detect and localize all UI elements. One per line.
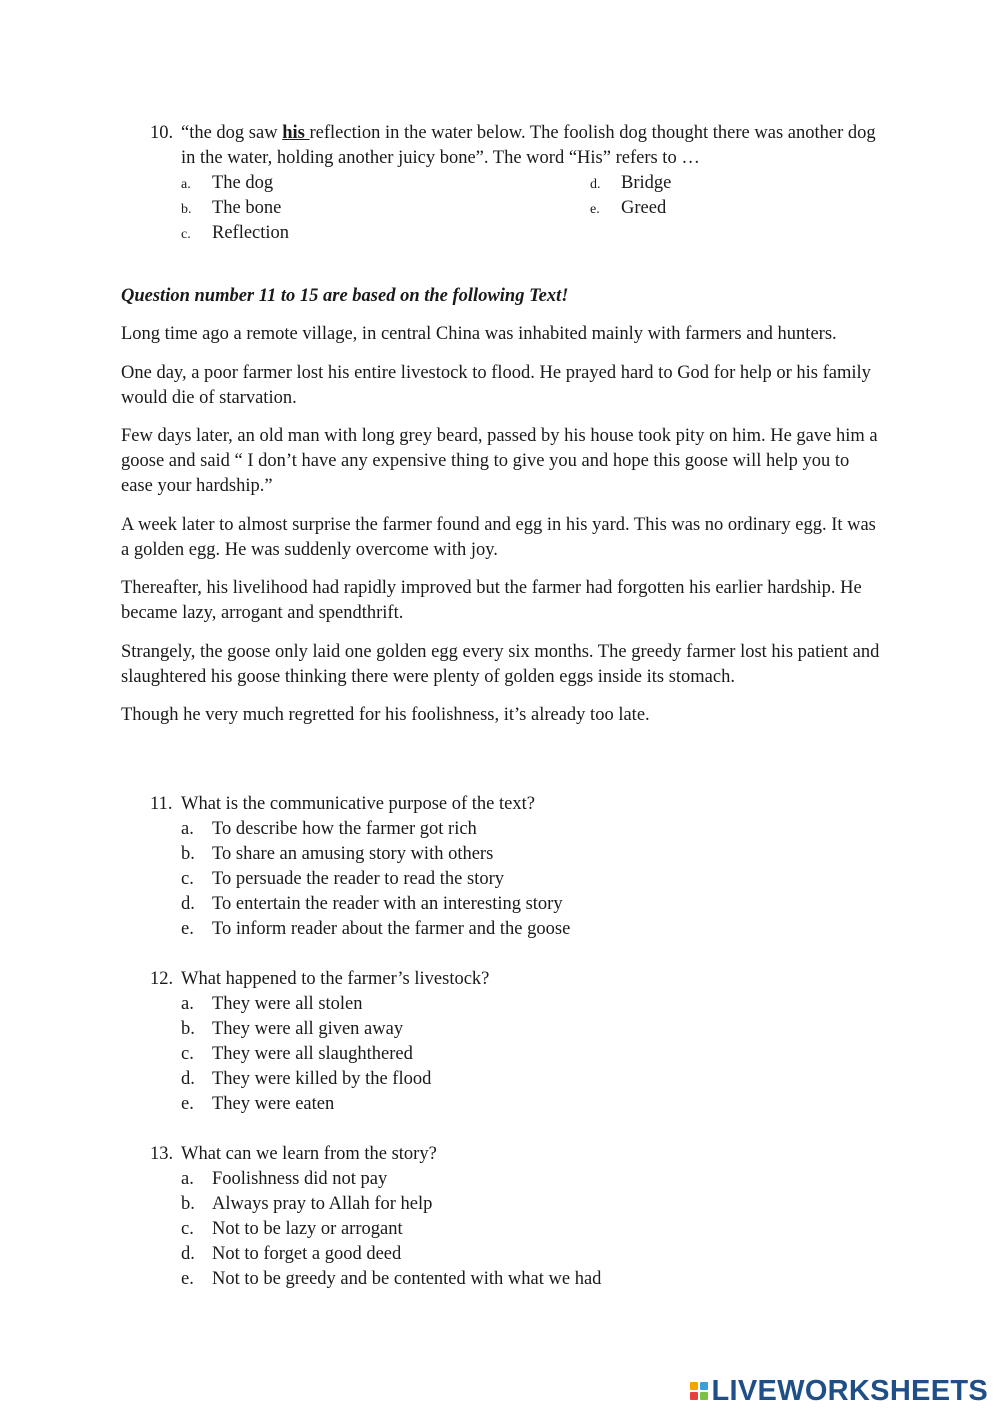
option-letter: c. bbox=[181, 1044, 194, 1064]
option-text: To describe how the farmer got rich bbox=[212, 819, 477, 839]
option-text: Reflection bbox=[212, 223, 290, 243]
option-a[interactable] bbox=[181, 817, 870, 842]
question-number: 11. bbox=[150, 794, 173, 814]
option-text: Not to be lazy or arrogant bbox=[212, 1219, 403, 1239]
option-text: They were all given away bbox=[212, 1019, 404, 1039]
option-letter: d. bbox=[590, 177, 601, 192]
option-a[interactable] bbox=[181, 1167, 870, 1192]
question-11 bbox=[150, 792, 870, 942]
option-a[interactable] bbox=[181, 992, 870, 1017]
answer-options bbox=[150, 1167, 870, 1292]
option-letter: b. bbox=[181, 202, 192, 217]
option-e[interactable] bbox=[590, 196, 666, 222]
reading-passage bbox=[121, 322, 881, 742]
logo-square-2 bbox=[700, 1382, 708, 1390]
question-list bbox=[150, 792, 870, 1317]
option-text: To persuade the reader to read the story bbox=[212, 869, 505, 889]
option-text: To entertain the reader with an interesting story bbox=[212, 894, 563, 914]
option-letter: c. bbox=[181, 869, 194, 889]
option-letter: a. bbox=[181, 177, 191, 192]
option-a[interactable] bbox=[181, 171, 273, 197]
passage-paragraph: Few days later, an old man with long grey beard, passed by his house took pity on him. He gave him a goose and said “ I don’t have any expensive thing to give you and hope this goose will help you to ease your hardship.” bbox=[121, 426, 878, 496]
logo-square-4 bbox=[700, 1392, 708, 1400]
option-letter: e. bbox=[590, 202, 600, 217]
option-text: The dog bbox=[212, 173, 274, 193]
stem-text-before: “the dog saw bbox=[181, 123, 283, 143]
passage-heading: Question number 11 to 15 are based on the following Text! bbox=[121, 286, 569, 306]
liveworksheets-logo[interactable] bbox=[690, 1376, 989, 1406]
answer-options bbox=[150, 992, 870, 1117]
options-grid bbox=[150, 171, 890, 246]
option-letter: b. bbox=[181, 1194, 195, 1214]
option-text: To share an amusing story with others bbox=[212, 844, 494, 864]
option-letter: a. bbox=[181, 1169, 194, 1189]
option-text: They were all slaughthered bbox=[212, 1044, 413, 1064]
logo-mark-icon bbox=[690, 1382, 708, 1400]
stem-text-after: reflection in the water below. The foolish dog thought there was another dog in the water, holding another juicy bone”. The word “His” refers to … bbox=[181, 123, 876, 168]
option-letter: b. bbox=[181, 844, 195, 864]
logo-square-1 bbox=[690, 1382, 698, 1390]
passage-paragraph: Strangely, the goose only laid one golden egg every six months. The greedy farmer lost his patient and slaughtered his goose thinking there were plenty of golden eggs inside its stomach. bbox=[121, 641, 880, 687]
option-c[interactable] bbox=[181, 867, 870, 892]
option-text: Bridge bbox=[621, 173, 672, 193]
option-text: Not to forget a good deed bbox=[212, 1244, 402, 1264]
passage-paragraph: A week later to almost surprise the farmer found and egg in his yard. This was no ordinary egg. It was a golden egg. He was suddenly overcome with joy. bbox=[121, 514, 876, 560]
option-text: To inform reader about the farmer and the goose bbox=[212, 919, 571, 939]
logo-square-3 bbox=[690, 1392, 698, 1400]
option-letter: e. bbox=[181, 919, 194, 939]
option-letter: d. bbox=[181, 894, 195, 914]
option-letter: e. bbox=[181, 1094, 194, 1114]
option-text: They were eaten bbox=[212, 1094, 335, 1114]
question-13 bbox=[150, 1142, 870, 1292]
stem-underlined-word: his bbox=[282, 123, 310, 143]
passage-paragraph: Thereafter, his livelihood had rapidly improved but the farmer had forgotten his earlier hardship. He became lazy, arrogant and spendthrift. bbox=[121, 578, 862, 623]
question-number: 13. bbox=[150, 1144, 174, 1164]
passage-paragraph: Long time ago a remote village, in central China was inhabited mainly with farmers and hunters. bbox=[121, 324, 837, 344]
option-text: Foolishness did not pay bbox=[212, 1169, 388, 1189]
option-letter: a. bbox=[181, 819, 194, 839]
option-text: The bone bbox=[212, 198, 282, 218]
question-12 bbox=[150, 967, 870, 1117]
option-text: They were all stolen bbox=[212, 994, 363, 1014]
option-c[interactable] bbox=[181, 1042, 870, 1067]
option-letter: c. bbox=[181, 227, 191, 242]
question-stem bbox=[181, 121, 890, 171]
option-d[interactable] bbox=[590, 171, 671, 197]
option-letter: d. bbox=[181, 1069, 195, 1089]
option-e[interactable] bbox=[181, 1092, 870, 1117]
option-letter: a. bbox=[181, 994, 194, 1014]
option-letter: e. bbox=[181, 1269, 194, 1289]
option-b[interactable] bbox=[181, 842, 870, 867]
question-text: What can we learn from the story? bbox=[181, 1144, 437, 1164]
option-c[interactable] bbox=[181, 1217, 870, 1242]
question-text: What happened to the farmer’s livestock? bbox=[181, 969, 490, 989]
option-e[interactable] bbox=[181, 917, 870, 942]
option-b[interactable] bbox=[181, 196, 281, 222]
option-c[interactable] bbox=[181, 221, 289, 247]
logo-text: LIVEWORKSHEETS bbox=[711, 1375, 988, 1407]
option-b[interactable] bbox=[181, 1192, 870, 1217]
option-text: They were killed by the flood bbox=[212, 1069, 432, 1089]
passage-paragraph: One day, a poor farmer lost his entire livestock to flood. He prayed hard to God for help or his family would die of starvation. bbox=[121, 362, 871, 408]
option-d[interactable] bbox=[181, 1067, 870, 1092]
option-text: Not to be greedy and be contented with what we had bbox=[212, 1269, 602, 1289]
option-letter: d. bbox=[181, 1244, 195, 1264]
question-10 bbox=[150, 121, 890, 246]
option-letter: b. bbox=[181, 1019, 195, 1039]
option-letter: c. bbox=[181, 1219, 194, 1239]
option-e[interactable] bbox=[181, 1267, 870, 1292]
question-text: What is the communicative purpose of the text? bbox=[181, 794, 535, 814]
option-text: Always pray to Allah for help bbox=[212, 1194, 433, 1214]
option-b[interactable] bbox=[181, 1017, 870, 1042]
option-d[interactable] bbox=[181, 892, 870, 917]
question-number: 12. bbox=[150, 969, 174, 989]
answer-options bbox=[150, 817, 870, 942]
passage-paragraph: Though he very much regretted for his foolishness, it’s already too late. bbox=[121, 705, 650, 725]
option-d[interactable] bbox=[181, 1242, 870, 1267]
question-number: 10. bbox=[150, 123, 174, 143]
option-text: Greed bbox=[621, 198, 667, 218]
